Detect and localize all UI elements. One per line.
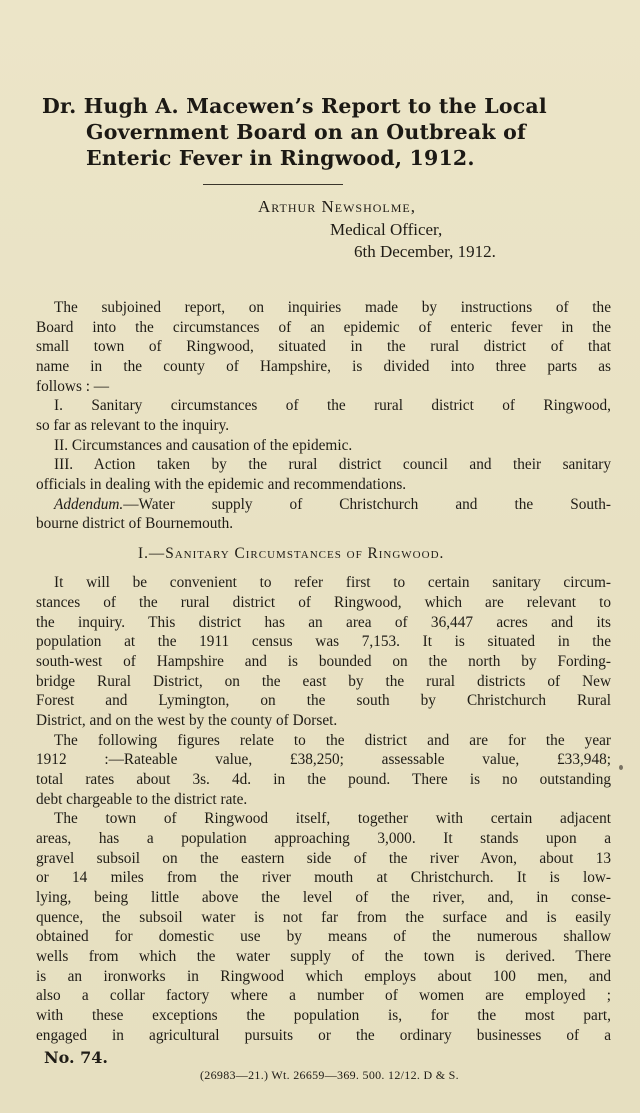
- addendum-line: bourne district of Bournemouth.: [36, 515, 234, 532]
- title-line: Enteric Fever in Ringwood, 1912.: [86, 146, 475, 170]
- body-line: Forest and Lymington, on the south by Christchurch Rural: [36, 692, 611, 709]
- body-line: Board into the circumstances of an epidemic of enteric fever in the: [36, 319, 611, 336]
- body-line: obtained for domestic use by means of the numerous shallow: [36, 928, 611, 945]
- report-number: No. 74.: [44, 1048, 108, 1067]
- body-line: is an ironworks in Ringwood which employs about 100 men, and: [36, 968, 611, 985]
- addendum-text: —Water supply of Christchurch and the South-: [123, 496, 611, 513]
- body-line: follows : —: [36, 378, 110, 395]
- body-line: It will be convenient to refer first to certain sanitary circum-: [54, 574, 611, 591]
- body-line: or 14 miles from the river mouth at Christchurch. It is low-: [36, 869, 611, 886]
- body-line: population at the 1911 census was 7,153. It is situated in the: [36, 633, 611, 650]
- title-line: Dr. Hugh A. Macewen’s Report to the Local: [42, 94, 547, 118]
- body-line: The following figures relate to the district and are for the year: [54, 732, 611, 749]
- body-line: name in the county of Hampshire, is divided into three parts as: [36, 358, 611, 375]
- body-line: The town of Ringwood itself, together with certain adjacent: [54, 810, 611, 827]
- body-line: bridge Rural District, on the east by the rural districts of New: [36, 673, 611, 690]
- signatory-name: Arthur Newsholme,: [258, 197, 416, 216]
- body-line: small town of Ringwood, situated in the rural district of that: [36, 338, 611, 355]
- print-line: (26983—21.) Wt. 26659—369. 500. 12/12. D & S.: [200, 1068, 459, 1082]
- body-line: debt chargeable to the district rate.: [36, 791, 248, 808]
- body-line: engaged in agricultural pursuits or the ordinary businesses of a: [36, 1027, 611, 1044]
- body-line: gravel subsoil on the eastern side of the river Avon, about 13: [36, 850, 611, 867]
- list-item: II. Circumstances and causation of the epidemic.: [54, 437, 353, 454]
- addendum-line: [54, 495, 611, 515]
- list-item: I. Sanitary circumstances of the rural district of Ringwood,: [54, 397, 611, 414]
- list-item: so far as relevant to the inquiry.: [36, 417, 230, 434]
- list-item: officials in dealing with the epidemic and recommendations.: [36, 476, 407, 493]
- body-line: stances of the rural district of Ringwood, which are relevant to: [36, 594, 611, 611]
- body-line: 1912 :—Rateable value, £38,250; assessable value, £33,948;: [36, 751, 611, 768]
- report-date: 6th December, 1912.: [354, 242, 496, 261]
- paper-speck: [619, 765, 623, 770]
- body-line: lying, being little above the level of the river, and, in conse-: [36, 889, 611, 906]
- body-line: the inquiry. This district has an area of 36,447 acres and its: [36, 614, 611, 631]
- body-line: south-west of Hampshire and is bounded on the north by Fording-: [36, 653, 611, 670]
- title-line: Government Board on an Outbreak of: [86, 120, 527, 144]
- signatory-role: Medical Officer,: [330, 220, 443, 239]
- list-item: III. Action taken by the rural district council and their sanitary: [54, 456, 611, 473]
- section-heading: I.—Sanitary Circumstances of Ringwood.: [138, 545, 445, 562]
- body-line: The subjoined report, on inquiries made by instructions of the: [54, 299, 611, 316]
- body-line: total rates about 3s. 4d. in the pound. There is no outstanding: [36, 771, 611, 788]
- body-line: with these exceptions the population is, for the most part,: [36, 1007, 611, 1024]
- body-line: areas, has a population approaching 3,000. It stands upon a: [36, 830, 611, 847]
- body-line: wells from which the water supply of the town is derived. There: [36, 948, 611, 965]
- body-line: District, and on the west by the county of Dorset.: [36, 712, 338, 729]
- body-line: quence, the subsoil water is not far from the surface and is easily: [36, 909, 611, 926]
- body-line: also a collar factory where a number of women are employed ;: [36, 987, 611, 1004]
- addendum-label: Addendum.: [54, 496, 124, 513]
